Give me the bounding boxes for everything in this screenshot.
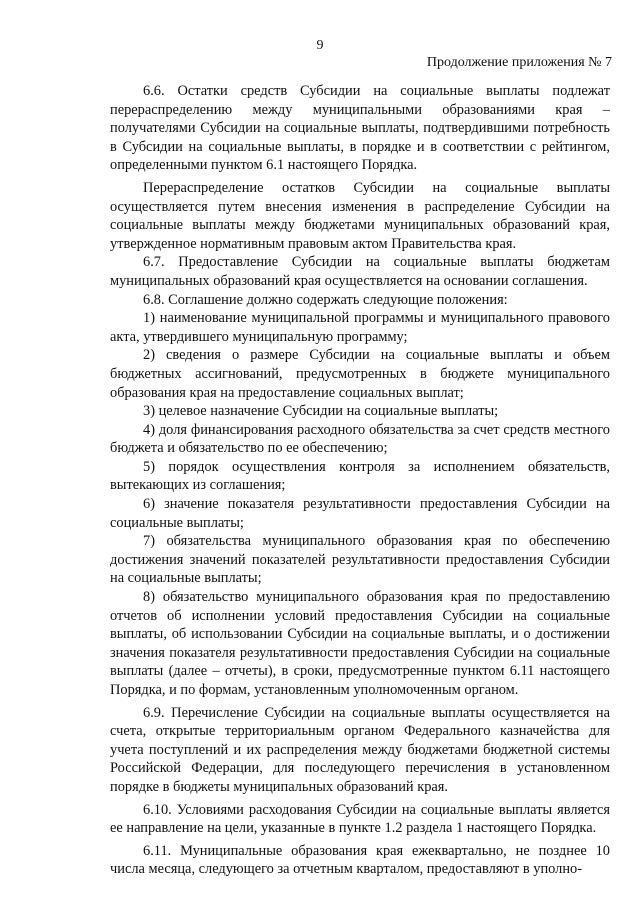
paragraph-6-10: 6.10. Условиями расходования Субсидии на социальные выплаты является ее направление на цели, указанные в пункте 1.2 раздела 1 настоящего Порядка. [110, 801, 610, 837]
list-item-1: 1) наименование муниципальной программы и муниципального правового акта, утвердившего муниципальную программу; [110, 310, 610, 345]
paragraph-6-7: 6.7. Предоставление Субсидии на социальные выплаты бюджетам муниципальных образований края осуществляется на основании соглашения. [110, 254, 610, 289]
appendix-continuation-label: Продолжение приложения № 7 [426, 55, 612, 70]
list-item-8: 8) обязательство муниципального образования края по предоставлению отчетов об исполнении условий предоставления Субсидии на социальные выплаты, об использовании Субсидии на социальные выплаты, и о достижении значения показателя результативности предоставления Субсидии на социальные выплаты (далее – отчеты), в сроки, предусмотренные пунктом 6.11 настоящего Порядка, и по формам, установленным уполномоченным органом. [110, 589, 610, 698]
list-item-7: 7) обязательства муниципального образования края по обеспечению достижения значений показателей результативности предоставления Субсидии на социальные выплаты; [110, 533, 610, 587]
list-item-6: 6) значение показателя результативности предоставления Субсидии на социальные выплаты; [110, 496, 610, 531]
list-item-3: 3) целевое назначение Субсидии на социальные выплаты; [143, 403, 499, 420]
list-item-4: 4) доля финансирования расходного обязательства за счет средств местного бюджета и обязательство по ее обеспечению; [110, 421, 610, 457]
list-item-5: 5) порядок осуществления контроля за исполнением обязательств, вытекающих из соглашения; [110, 458, 610, 494]
document-body [110, 82, 610, 879]
paragraph-6-6: 6.6. Остатки средств Субсидии на социальные выплаты подлежат перераспределению между муниципальными образованиями края – получателями Субсидии на социальные выплаты, подтвердившими потребность в Субсидии на социальные выплаты, в порядке и в соответствии с рейтингом, определенными пунктом 6.1 настоящего Порядка. [110, 83, 610, 174]
paragraph-6-8: 6.8. Соглашение должно содержать следующие положения: [143, 291, 508, 308]
paragraph-6-9: 6.9. Перечисление Субсидии на социальные выплаты осуществляется на счета, открытые территориальным органом Федерального казначейства для учета поступлений и их распределения между бюджетами бюджетной системы Российской Федерации, для последующего перечисления в установленном порядке в бюджеты муниципальных образований края. [110, 704, 610, 795]
list-item-2: 2) сведения о размере Субсидии на социальные выплаты и объем бюджетных ассигнований, предусмотренных в бюджете муниципального образования края на предоставление социальных выплат; [110, 347, 610, 401]
paragraph-6-11: 6.11. Муниципальные образования края ежеквартально, не позднее 10 числа месяца, следующего за отчетным кварталом, предоставляют в уполно- [110, 842, 610, 878]
page-number: 9 [316, 38, 324, 53]
paragraph-redistribution: Перераспределение остатков Субсидии на социальные выплаты осуществляется путем внесения изменения в распределение Субсидии на социальные выплаты между бюджетами муниципальных образований края, утвержденное нормативным правовым актом Правительства края. [110, 179, 610, 252]
